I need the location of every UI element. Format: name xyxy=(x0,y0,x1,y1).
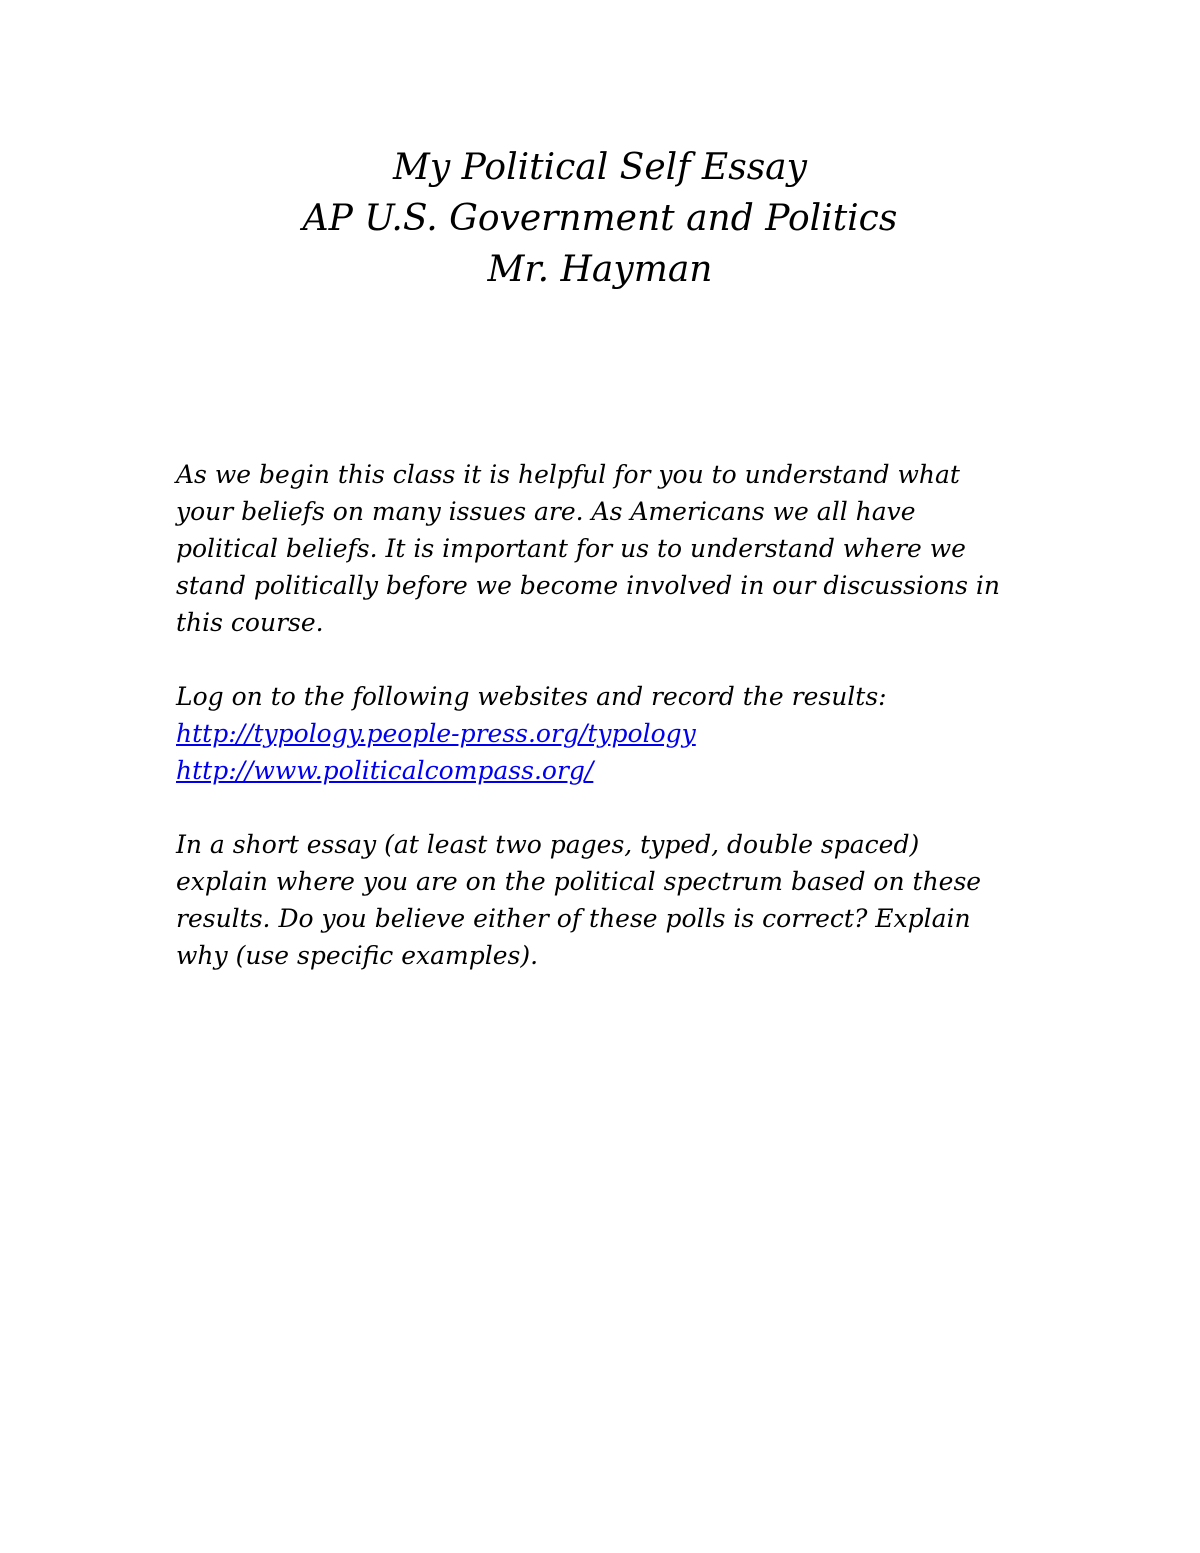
intro-line: political beliefs. It is important for us to understand where we xyxy=(176,534,966,563)
intro-line: stand politically before we become involved in our discussions in xyxy=(176,571,1000,600)
intro-paragraph xyxy=(176,456,1036,641)
course-name: AP U.S. Government and Politics xyxy=(302,198,898,239)
essay-line: In a short essay (at least two pages, typed, double spaced) xyxy=(176,830,920,859)
body-text xyxy=(176,456,1036,1011)
instructions-paragraph xyxy=(176,678,1036,789)
typology-link[interactable]: http://typology.people-press.org/typology xyxy=(176,719,696,748)
essay-line: why (use specific examples). xyxy=(176,941,539,970)
essay-line: results. Do you believe either of these polls is correct? Explain xyxy=(176,904,971,933)
essay-line: explain where you are on the political spectrum based on these xyxy=(176,867,982,896)
essay-title: My Political Self Essay xyxy=(393,147,807,188)
political-compass-link[interactable]: http://www.politicalcompass.org/ xyxy=(176,756,594,785)
intro-line: your beliefs on many issues are. As Americans we all have xyxy=(176,497,916,526)
teacher-name: Mr. Hayman xyxy=(487,249,713,290)
title-block xyxy=(0,142,1200,295)
instructions-line: Log on to the following websites and record the results: xyxy=(176,682,887,711)
essay-paragraph xyxy=(176,826,1036,974)
intro-line: As we begin this class it is helpful for you to understand what xyxy=(176,460,960,489)
intro-line: this course. xyxy=(176,608,324,637)
